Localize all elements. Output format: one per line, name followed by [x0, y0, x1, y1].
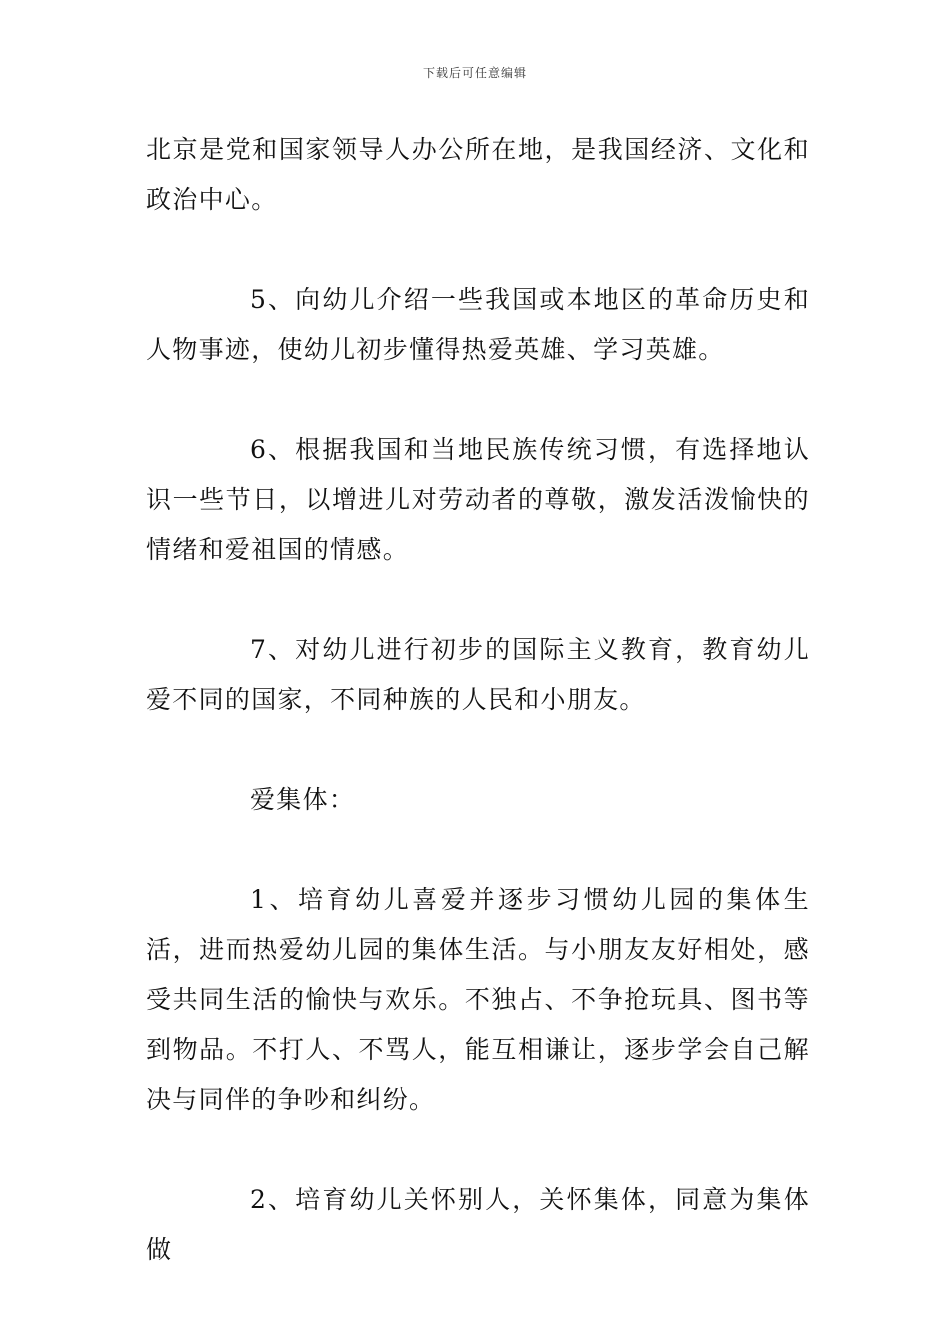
- document-body: [146, 125, 810, 1275]
- paragraph-gap: [146, 575, 810, 625]
- header-note: 下载后可任意编辑: [422, 66, 527, 80]
- paragraph-gap: [146, 725, 810, 775]
- paragraph-beijing: 北京是党和国家领导人办公所在地，是我国经济、文化和政治中心。: [146, 135, 810, 214]
- paragraph-gap: [146, 1125, 810, 1175]
- paragraph-gap: [146, 375, 810, 425]
- paragraph-item-7: 7、对幼儿进行初步的国际主义教育，教育幼儿爱不同的国家，不同种族的人民和小朋友。: [146, 635, 810, 714]
- paragraph-collective-item-1: 1、培育幼儿喜爱并逐步习惯幼儿园的集体生活，进而热爱幼儿园的集体生活。与小朋友友好相处，感受共同生活的愉快与欢乐。不独占、不争抢玩具、图书等到物品。不打人、不骂人，能互相谦让，逐步学会自己解决与同伴的争吵和纠纷。: [146, 885, 810, 1114]
- section-heading-love-collective: 爱集体：: [250, 785, 356, 814]
- paragraph-collective-item-2: 2、培育幼儿关怀别人，关怀集体，同意为集体做: [146, 1185, 810, 1264]
- paragraph-gap: [146, 825, 810, 875]
- paragraph-gap: [146, 225, 810, 275]
- paragraph-item-6: 6、根据我国和当地民族传统习惯，有选择地认识一些节日，以增进儿对劳动者的尊敬，激发活泼愉快的情绪和爱祖国的情感。: [146, 435, 810, 564]
- paragraph-item-5: 5、向幼儿介绍一些我国或本地区的革命历史和人物事迹，使幼儿初步懂得热爱英雄、学习英雄。: [146, 285, 810, 364]
